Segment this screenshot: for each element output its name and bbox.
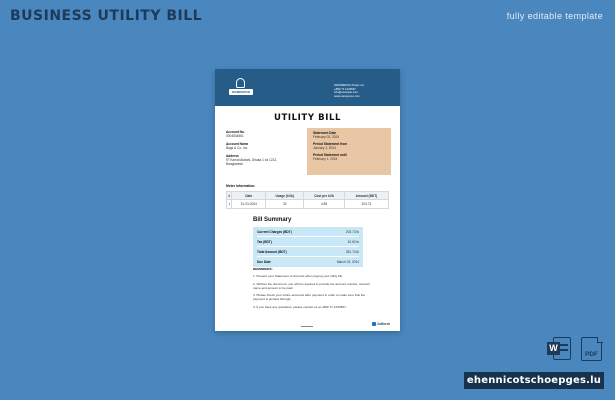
bill-summary-box — [253, 227, 363, 267]
period-until-label: Period Statement until — [313, 153, 347, 157]
word-badge: W — [547, 342, 560, 355]
company-logo — [229, 78, 253, 96]
reminder-item: 3. Please check your online accounts after payment in order to make sure that the payment is pushed through. — [253, 293, 366, 301]
pdf-file-icon — [581, 337, 602, 361]
meter-header-cell: Usage (kVA) — [266, 192, 304, 200]
meter-table — [226, 191, 389, 209]
company-website: www.wamperoo.com — [334, 93, 360, 98]
summary-label: Due Date — [257, 260, 271, 264]
statement-date: February 03, 2024 — [313, 135, 340, 139]
meter-info-label: Meter Information — [226, 184, 255, 188]
address-line-1: 97 Kamal Ataturk, Dhaka 1 dz 1213, — [226, 158, 278, 162]
utility-bill-document — [215, 69, 400, 331]
meter-header-cell: Date — [232, 192, 266, 200]
period-until: February 1, 2024 — [313, 157, 338, 161]
page-title: BUSINESS UTILITY BILL — [10, 8, 203, 24]
period-from: January 1, 2024 — [313, 146, 336, 150]
company-info — [334, 84, 394, 98]
reminders-title: REMINDERS: — [253, 267, 273, 271]
summary-label: Tax (BDT) — [257, 239, 272, 244]
summary-value: 351.73 tk — [345, 249, 359, 254]
company-name: WAMPEROO Power Inc. — [334, 83, 365, 87]
reminder-item: 1. Present your Statement of Account when paying your utility bill. — [253, 274, 343, 278]
account-number-label: Account No. — [226, 130, 245, 134]
summary-row — [257, 237, 359, 247]
summary-value: 203.73 tk — [345, 229, 359, 234]
period-from-label: Period Statement from — [313, 142, 348, 146]
company-email: info@example.com — [334, 90, 358, 94]
meter-header-row — [227, 192, 389, 200]
jotform-icon — [372, 322, 376, 326]
account-name: Bags & Co. Inc. — [226, 146, 249, 150]
reminders — [253, 267, 371, 312]
summary-row — [257, 227, 359, 237]
footer-divider — [301, 326, 313, 327]
reminder-item: 2. Without the document, you will be required to provide the account number, account name and amount to be paid. — [253, 281, 370, 290]
page-subtitle: fully editable template — [506, 11, 603, 21]
summary-row — [257, 257, 359, 267]
bill-summary-title: Bill Summary — [253, 217, 292, 223]
summary-row — [257, 247, 359, 257]
lightbulb-icon — [236, 78, 245, 88]
address-label: Address — [226, 154, 239, 158]
table-row — [227, 200, 389, 209]
meter-header-cell: # — [228, 193, 231, 198]
reminder-item: 4. If you have any questions, please contact us at +880 71 1234567. — [253, 304, 347, 309]
company-phone: +880 71 1234567 — [334, 86, 356, 91]
summary-value: 10.60 tk — [347, 239, 359, 244]
meter-cell: 1 — [227, 200, 232, 209]
footer-brand-label: Jotform — [376, 322, 390, 326]
logo-text: WAMPEROO — [229, 89, 253, 95]
meter-header-cell: Cost per kVA — [304, 192, 345, 200]
word-file-icon — [547, 337, 573, 360]
account-info — [226, 130, 311, 166]
summary-value: March 03, 2024 — [336, 260, 359, 264]
pdf-fold-icon — [597, 337, 603, 343]
summary-label: Current Charges (BDT) — [257, 229, 292, 234]
footer-brand — [372, 322, 390, 326]
meter-cell: 4.89 — [304, 200, 345, 209]
meter-cell: 203.73 — [344, 200, 388, 209]
meter-header-cell: Amount (BDT) — [344, 192, 388, 200]
summary-label: Total Amount (BDT) — [257, 249, 287, 254]
account-name-label: Account Name — [226, 142, 249, 146]
statement-date-label: Statement Date — [313, 131, 337, 135]
watermark-banner: ehennicotschoepges.lu — [464, 372, 604, 389]
document-header — [215, 69, 400, 106]
pdf-label: PDF — [585, 351, 598, 358]
statement-box — [307, 128, 391, 175]
bill-title: UTILITY BILL — [273, 113, 342, 123]
meter-cell: 32 — [266, 200, 304, 209]
account-number: 0004834561 — [226, 134, 244, 138]
meter-cell: 31-03-2024 — [232, 200, 266, 209]
address-line-2: Bangladesh — [226, 162, 243, 166]
